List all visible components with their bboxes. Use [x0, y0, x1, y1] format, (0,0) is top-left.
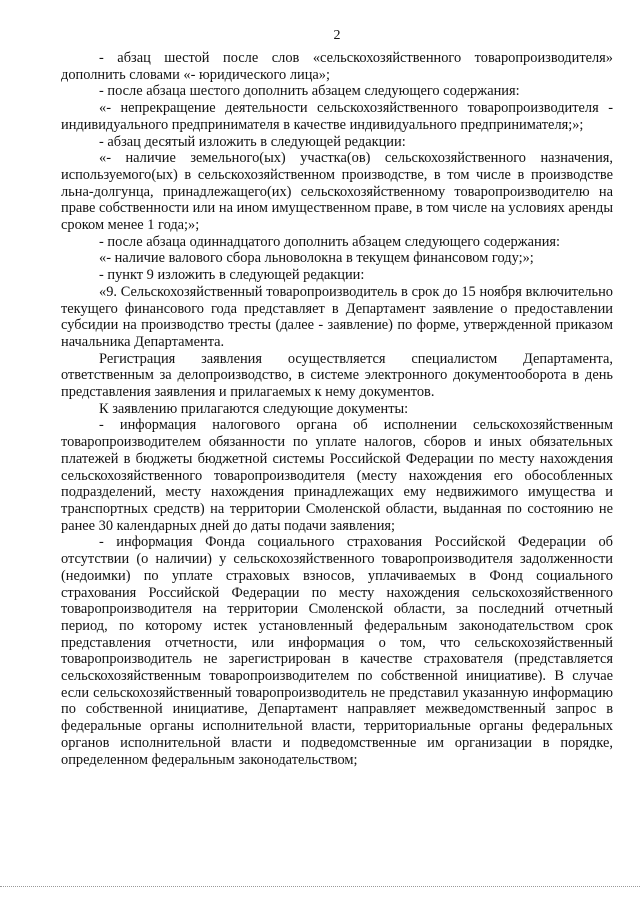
- paragraph: «9. Сельскохозяйственный товаропроизводитель в срок до 15 ноября включительно текущего финансового года представляет в Департамент заявление о предоставлении субсидии на производство тресты (далее - заявление) по форме, утвержденной приказом начальника Департамента.: [61, 283, 613, 350]
- paragraph: - пункт 9 изложить в следующей редакции:: [99, 267, 365, 284]
- paragraph: Регистрация заявления осуществляется специалистом Департамента, ответственным за делопроизводство, в системе электронного документооборота в день представления заявления и прилагаемых к нему документов.: [61, 350, 613, 401]
- paragraph: «- наличие земельного(ых) участка(ов) сельскохозяйственного назначения, используемого(ых) в сельскохозяйственном производстве, в том числе в производстве льна-долгунца, принадлежащего(их) сельскохозяйственному товаропроизводителю на праве собственности или на ином имущественном праве, в том числе на условиях аренды сроком менее 1 года;»;: [61, 150, 613, 234]
- document-body: [61, 50, 613, 768]
- paragraph: - после абзаца шестого дополнить абзацем следующего содержания:: [99, 83, 520, 100]
- paragraph: - информация Фонда социального страхования Российской Федерации об отсутствии (о наличии) у сельскохозяйственного товаропроизводителя задолженности (недоимки) по уплате страховых взносов, уплачиваемых в Фонд социального страхования Российской Федерации по месту нахождения сельскохозяйственного товаропроизводителя на территории Смоленской области, за последний отчетный период, по которому истек установленный федеральным законодательством срок представления отчетности, или информация о том, что сельскохозяйственный товаропроизводитель не зарегистрирован в качестве страхователя (представляется сельскохозяйственным товаропроизводителем по собственной инициативе). В случае если сельскохозяйственный товаропроизводитель не представил указанную информацию по собственной инициативе, Департамент направляет межведомственный запрос в федеральные органы исполнительной власти, территориальные органы федеральных органов исполнительной власти и подведомственные им организации в порядке, определенном федеральным законодательством;: [61, 534, 613, 768]
- paragraph: - после абзаца одиннадцатого дополнить абзацем следующего содержания:: [99, 233, 561, 250]
- paragraph: «- непрекращение деятельности сельскохозяйственного товаропроизводителя - индивидуального предпринимателя в качестве индивидуального предпринимателя;»;: [61, 100, 613, 133]
- document-page: [61, 28, 613, 768]
- paragraph: К заявлению прилагаются следующие документы:: [99, 400, 409, 417]
- paragraph: - абзац десятый изложить в следующей редакции:: [99, 133, 406, 150]
- paragraph: «- наличие валового сбора льноволокна в текущем финансовом году;»;: [99, 250, 534, 267]
- paragraph: - абзац шестой после слов «сельскохозяйственного товаропроизводителя» дополнить словами «- юридического лица»;: [61, 50, 613, 83]
- page-number: 2: [333, 28, 341, 43]
- scan-bottom-rule: [0, 886, 640, 887]
- paragraph: - информация налогового органа об исполнении сельскохозяйственным товаропроизводителем обязанности по уплате налогов, сборов и иных обязательных платежей в бюджеты бюджетной системы Российской Федерации по месту нахождения сельскохозяйственного товаропроизводителя (месту нахождения его обособленных подразделений, месту нахождения принадлежащих ему недвижимого имущества и транспортных средств) на территории Смоленской области, выданная по состоянию не ранее 30 календарных дней до даты подачи заявления;: [61, 417, 613, 534]
